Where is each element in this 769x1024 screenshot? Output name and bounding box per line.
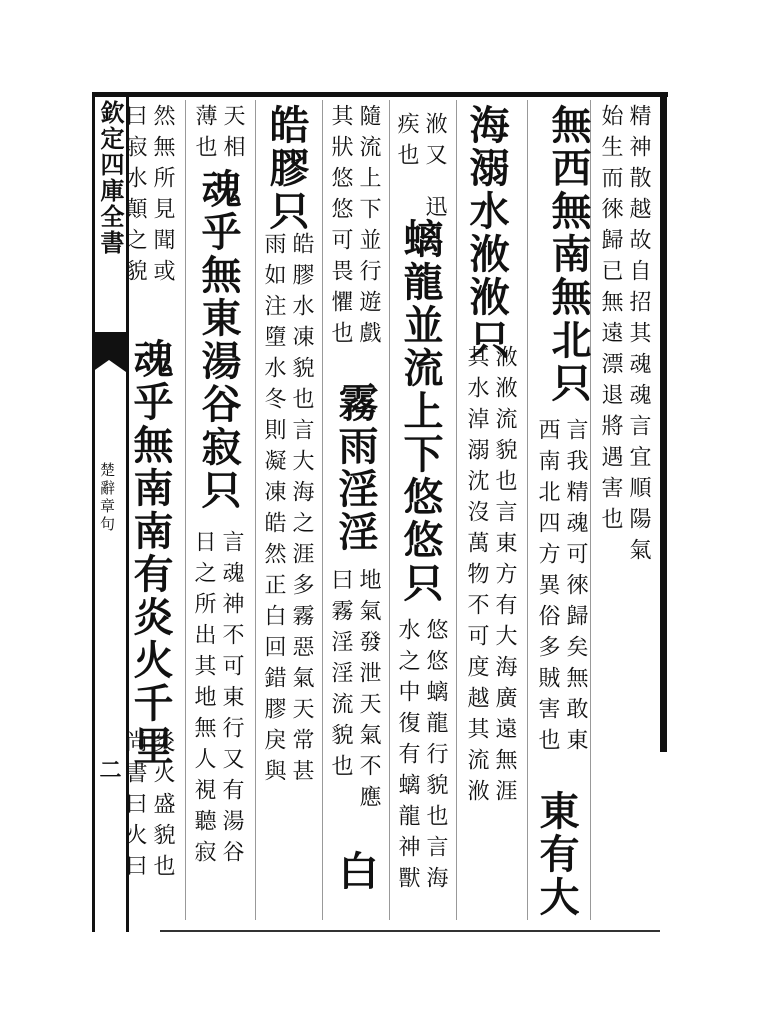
note-line: 浟浟流貌也言東方有大海廣遠無涯 bbox=[492, 345, 517, 810]
note-pair bbox=[259, 232, 315, 790]
note-line: 然無所見聞或 bbox=[150, 104, 175, 290]
note-pair bbox=[393, 618, 449, 897]
text-column-5 bbox=[333, 382, 377, 554]
note-line: 西南北四方異俗多賊害也 bbox=[535, 418, 560, 759]
column-divider bbox=[456, 100, 457, 920]
main-text: 霧雨淫淫 bbox=[332, 382, 379, 554]
frame-top-border bbox=[92, 92, 668, 97]
note-line: 雨如注墮水冬則凝凍皓然正白回錯膠戾與 bbox=[261, 232, 286, 790]
main-text: 魂乎無東湯谷寂只 bbox=[195, 168, 242, 512]
note-pair bbox=[189, 530, 245, 871]
main-text: 無西無南無北只 bbox=[545, 104, 592, 405]
main-text-continuation bbox=[333, 850, 377, 893]
note-line: 隨流上下並行遊戲 bbox=[356, 104, 381, 352]
note-pair bbox=[326, 568, 382, 816]
column-divider bbox=[389, 100, 390, 920]
text-column-7 bbox=[196, 168, 240, 512]
note-pair bbox=[462, 345, 518, 810]
column-divider bbox=[255, 100, 256, 920]
note-line: 疾也 bbox=[394, 112, 419, 174]
note-pair bbox=[190, 104, 246, 166]
margin-book-name: 楚辭章句 bbox=[98, 462, 116, 534]
frame-bottom-border bbox=[160, 930, 660, 932]
text-column-2 bbox=[534, 104, 590, 405]
text-column-3 bbox=[464, 104, 508, 362]
main-text: 魂乎無南南有炎火千里 bbox=[127, 338, 174, 768]
column-divider bbox=[322, 100, 323, 920]
note-line: 皓膠水凍貌也言大海之涯多霧惡氣天常甚 bbox=[289, 232, 314, 790]
note-pair bbox=[120, 730, 176, 885]
note-line: 悠悠螭龍行貌也言海 bbox=[423, 618, 448, 897]
main-text: 螭龍並流上下悠悠只 bbox=[397, 218, 444, 605]
column-divider bbox=[185, 100, 186, 920]
margin-book-title: 欽定四庫全書 bbox=[96, 100, 125, 256]
note-pair bbox=[533, 418, 589, 759]
main-text: 海溺水浟浟只 bbox=[463, 104, 510, 362]
note-line: 地氣發泄天氣不應 bbox=[356, 568, 381, 816]
note-line: 精神散越故自招其魂魂言宜順陽氣 bbox=[626, 104, 651, 569]
text-column-1 bbox=[596, 104, 652, 569]
main-text: 皓膠只 bbox=[263, 104, 310, 233]
note-line: 日之所出其地無人視聽寂 bbox=[191, 530, 216, 871]
note-pair bbox=[120, 104, 176, 290]
text-column-4 bbox=[398, 218, 442, 605]
frame-right-border bbox=[660, 92, 667, 752]
note-line: 水之中復有螭龍神獸 bbox=[395, 618, 420, 897]
note-line: 浟又 bbox=[422, 112, 447, 174]
note-line: 天相 bbox=[220, 104, 245, 166]
note-line: 炎火盛貌也 bbox=[150, 730, 175, 885]
note-line: 言我精魂可徠歸矣無敢東 bbox=[563, 418, 588, 759]
note-line: 薄也 bbox=[192, 104, 217, 166]
main-text-continuation bbox=[534, 790, 578, 919]
note-line: 尚書曰火曰 bbox=[122, 730, 147, 885]
note-line: 曰寂水顛之貌 bbox=[122, 104, 147, 290]
main-text: 東有大 bbox=[533, 790, 580, 919]
note-line: 始生而徠歸已無遠漂退將遇害也 bbox=[598, 104, 623, 538]
text-column-6 bbox=[264, 104, 308, 233]
margin-page-number: 二 bbox=[96, 758, 122, 780]
text-column-8 bbox=[128, 338, 172, 768]
note-line: 曰霧淫淫流貌也 bbox=[328, 568, 353, 785]
note-line: 迅 bbox=[422, 195, 447, 226]
column-divider bbox=[527, 100, 528, 920]
note-line: 言魂神不可東行又有湯谷 bbox=[219, 530, 244, 871]
note-pair bbox=[392, 112, 448, 174]
main-text: 白 bbox=[332, 850, 379, 893]
note-line: 其狀悠悠可畏懼也 bbox=[328, 104, 353, 352]
note-line: 其水淖溺沈沒萬物不可度越其流浟 bbox=[464, 345, 489, 810]
note-pair bbox=[326, 104, 382, 352]
